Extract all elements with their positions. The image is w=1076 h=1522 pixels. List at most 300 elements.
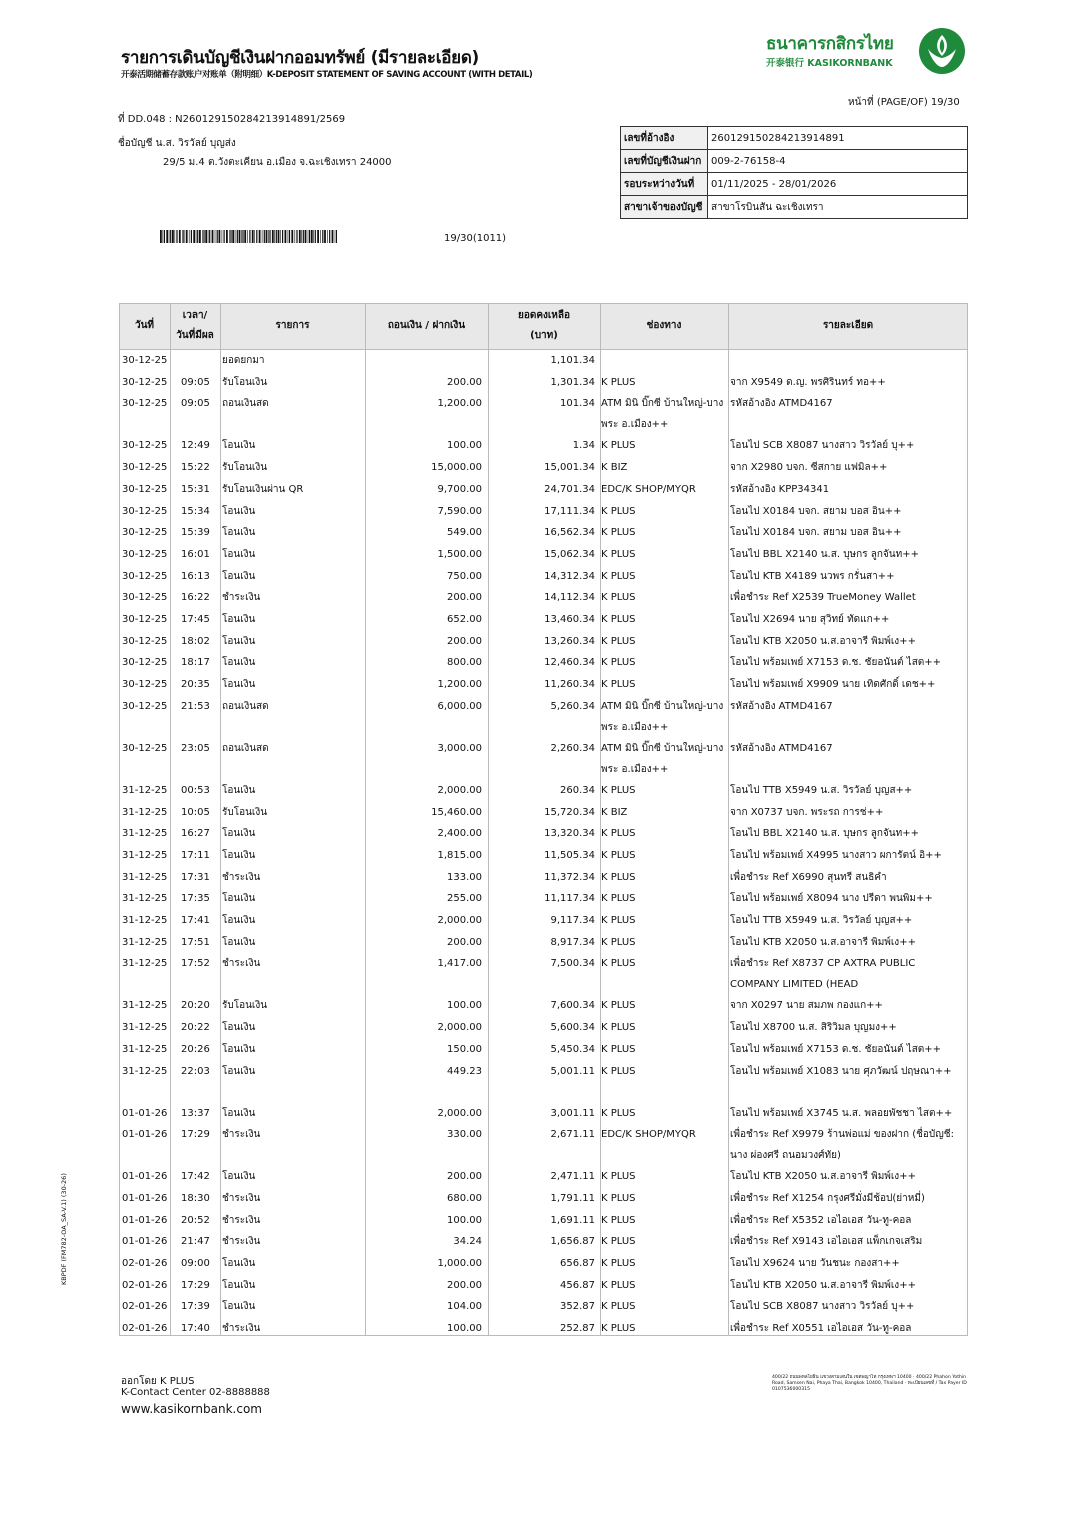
barcode-bar [212,230,214,243]
row-description: รับโอนเงิน [222,806,268,818]
table-row [119,888,968,909]
row-description: โอนเงิน [222,1171,256,1183]
table-row [119,1039,968,1060]
info-row-account-number [621,150,968,173]
barcode-bar [209,230,210,243]
row-time: 09:00 [181,1258,210,1269]
row-time: 09:05 [181,398,210,410]
table-row [119,1210,968,1231]
table-row [119,350,968,371]
row-detail: จาก X2980 บจก. ซีสกาย แฟมิล++ [730,462,888,474]
row-balance: 7,600.34 [550,1000,595,1012]
barcode-bar [217,230,218,243]
row-description: ชำระเงิน [222,592,261,604]
row-date: 30-12-25 [122,570,168,582]
row-balance: 352.87 [560,1301,595,1313]
row-time: 17:52 [181,958,210,970]
row-time: 20:26 [181,1043,210,1055]
row-channel: K PLUS [601,1000,636,1012]
row-time: 17:31 [181,871,210,883]
row-amount: 7,590.00 [437,505,482,517]
row-date: 31-12-25 [122,1043,168,1055]
table-row [119,435,968,456]
barcode-bar [249,230,250,243]
row-channel: K PLUS [601,1022,636,1034]
row-balance: 5,260.34 [550,700,595,712]
table-row [119,609,968,630]
row-amount: 2,000.00 [437,1022,482,1034]
info-label: เลขที่อ้างอิง [621,127,708,150]
barcode-bar [329,230,330,243]
table-row [119,674,968,695]
row-description: ชำระเงิน [222,1236,261,1248]
row-date: 31-12-25 [122,1000,168,1012]
row-balance: 5,001.11 [550,1065,595,1077]
row-detail: โอนไป BBL X2140 น.ส. บุษกร ลูกจันท++ [730,828,919,840]
row-time: 16:22 [181,592,210,604]
row-detail: รหัสอ้างอิง ATMD4167 [730,398,833,410]
row-date: 02-01-26 [122,1258,168,1269]
header-time: เวลา/ วันที่มีผล [176,310,214,341]
barcode-bar [189,230,190,243]
row-channel: K PLUS [601,1279,636,1291]
barcode-bar [242,230,243,243]
row-time: 17:11 [181,849,210,861]
row-detail: โอนไป พร้อมเพย์ X1083 นาย ศุภวัฒน์ ปฤษณา++ [730,1065,952,1077]
row-date: 30-12-25 [122,440,168,452]
barcode-bar [193,230,195,243]
row-amount: 2,000.00 [437,1107,482,1119]
row-description: โอนเงิน [222,828,256,840]
row-detail: เพื่อชำระ Ref X8737 CP AXTRA PUBLIC COMPANY LIMITED (HEAD [730,958,916,991]
row-balance: 13,260.34 [544,635,595,647]
table-row [119,1017,968,1038]
row-amount: 200.00 [447,1171,482,1183]
header-date: วันที่ [134,320,155,331]
row-channel: K PLUS [601,1065,636,1077]
barcode-bar [205,230,207,243]
row-channel: K PLUS [601,635,636,647]
row-detail: โอนไป พร้อมเพย์ X7153 ด.ช. ชัยอนันต์ ไสต++ [730,657,942,669]
row-amount: 200.00 [447,592,482,604]
row-balance: 15,001.34 [544,462,595,474]
row-date: 30-12-25 [122,679,168,691]
barcode-bar [160,230,162,243]
row-detail: โอนไป พร้อมเพย์ X3745 น.ส. พลอยพัชชา ไสต++ [730,1107,953,1119]
row-time: 13:37 [181,1107,210,1119]
info-row-branch [621,196,968,219]
row-detail: จาก X0737 บจก. พระรถ การช่++ [730,806,884,818]
row-date: 30-12-25 [122,355,168,366]
table-row [119,372,968,393]
row-detail: เพื่อชำระ Ref X0551 เอไอเอส วัน-ทู-คอล [730,1323,912,1335]
row-balance: 14,312.34 [544,570,595,582]
barcode-bar [315,230,316,243]
barcode-bar [176,230,177,243]
barcode-bar [274,230,275,243]
row-balance: 11,505.34 [544,849,595,861]
row-balance: 1,301.34 [550,376,595,388]
row-balance: 456.87 [560,1279,595,1291]
row-detail: เพื่อชำระ Ref X5352 เอไอเอส วัน-ทู-คอล [730,1214,912,1226]
account-info-table [620,126,968,219]
barcode-bar [320,230,321,243]
row-channel: K BIZ [601,462,628,474]
row-balance: 2,671.11 [550,1129,595,1141]
table-row [119,696,968,738]
row-detail: รหัสอ้างอิง ATMD4167 [730,700,833,712]
page-indicator: หน้าที่ (PAGE/OF) 19/30 [848,97,960,108]
row-balance: 16,562.34 [544,527,595,539]
row-time: 20:20 [181,1000,210,1012]
row-amount: 6,000.00 [437,700,482,712]
row-description: โอนเงิน [222,548,256,560]
row-detail: โอนไป X8700 น.ส. สิริวิมล บุญมง++ [730,1022,897,1034]
row-time: 18:17 [181,657,210,669]
row-description: รับโอนเงิน [222,1000,268,1012]
row-channel: K PLUS [601,440,636,452]
document-reference: ที่ DD.048 : N260129150284213914891/2569 [118,114,346,125]
row-description: โอนเงิน [222,1258,256,1269]
barcode-bar [309,230,310,243]
row-balance: 1,691.11 [550,1214,595,1226]
row-balance: 1.34 [572,440,595,452]
row-amount: 1,417.00 [437,958,482,970]
barcode-bar [295,230,296,243]
row-amount: 2,400.00 [437,828,482,840]
row-detail: เพื่อชำระ Ref X9979 ร้านพ่อแม่ ของฝาก (ชื่อบัญชี: นาง ผ่องศรี ถนอมวงศ์ทัย) [730,1129,954,1162]
barcode-bar [264,230,265,243]
row-balance: 2,260.34 [550,742,595,754]
barcode-bar [266,230,268,243]
row-time: 17:40 [181,1323,210,1335]
row-description: ชำระเงิน [222,1323,261,1335]
barcode-bar [197,230,198,243]
row-amount: 330.00 [447,1129,482,1141]
table-row [119,1103,968,1124]
row-time: 17:42 [181,1171,210,1183]
info-label: สาขาเจ้าของบัญชี [621,196,708,219]
row-date: 30-12-25 [122,376,168,388]
row-description: โอนเงิน [222,440,256,452]
row-time: 20:35 [181,679,210,691]
barcode-bar [226,230,228,243]
row-description: โอนเงิน [222,1107,256,1119]
table-row [119,780,968,801]
row-balance: 7,500.34 [550,958,595,970]
row-channel: ATM มินิ บิ๊กซี บ้านใหญ่-บางพระ อ.เมือง++ [601,398,724,431]
row-description: ชำระเงิน [222,958,261,970]
row-time: 17:45 [181,614,210,625]
row-date: 30-12-25 [122,635,168,647]
row-description: โอนเงิน [222,784,256,796]
header-amount: ถอนเงิน / ฝากเงิน [387,320,466,331]
row-amount: 2,000.00 [437,784,482,796]
row-description: โอนเงิน [222,1065,256,1077]
row-amount: 1,000.00 [437,1258,482,1269]
row-date: 01-01-26 [122,1129,168,1141]
row-detail: โอนไป TTB X5949 น.ส. วิรวัลย์ บุญส++ [730,915,913,926]
barcode-bar [235,230,236,243]
barcode-bar [241,230,242,243]
row-description: รับโอนเงินผ่าน QR [222,483,304,495]
account-name: ชื่อบัญชี น.ส. วิรวัลย์ บุญส่ง [118,138,236,149]
table-row [119,457,968,478]
row-detail: โอนไป พร้อมเพย์ X4995 นางสาว ผการัตน์ อิ++ [730,849,942,861]
row-detail: โอนไป KTB X2050 น.ส.อาจารี พิมพ์เง++ [730,1171,916,1183]
row-date: 30-12-25 [122,462,168,474]
row-description: โอนเงิน [222,893,256,905]
header-description: รายการ [275,320,310,331]
table-row [119,1318,968,1339]
barcode-bar [252,230,254,243]
row-amount: 15,000.00 [431,462,482,474]
barcode-bar [229,230,230,243]
row-date: 31-12-25 [122,784,168,796]
table-row [119,393,968,435]
row-description: โอนเงิน [222,657,256,669]
row-balance: 17,111.34 [544,505,595,517]
row-date: 30-12-25 [122,742,168,754]
row-description: โอนเงิน [222,1279,256,1291]
row-balance: 13,460.34 [544,614,595,625]
row-balance: 9,117.34 [550,915,595,926]
row-detail: โอนไป KTB X2050 น.ส.อาจารี พิมพ์เง++ [730,635,916,647]
issued-by: ออกโดย K PLUS [121,1376,195,1387]
row-amount: 750.00 [447,570,482,582]
row-detail: โอนไป X2694 นาย สุวิทย์ ทัดแก++ [730,614,890,625]
row-description: ชำระเงิน [222,1129,261,1141]
row-time: 16:01 [181,548,210,560]
row-balance: 2,471.11 [550,1171,595,1183]
row-time: 10:05 [181,806,210,818]
row-date: 31-12-25 [122,936,168,948]
table-row [119,587,968,608]
row-balance: 1,791.11 [550,1192,595,1204]
row-detail: โอนไป X0184 บจก. สยาม บอส อิน++ [730,505,902,517]
row-date: 30-12-25 [122,700,168,712]
row-channel: K PLUS [601,527,636,539]
table-row [119,522,968,543]
row-description: โอนเงิน [222,1301,256,1313]
row-time: 18:02 [181,635,210,647]
row-channel: K PLUS [601,1301,636,1313]
barcode-bar [170,230,171,243]
row-balance: 252.87 [560,1323,595,1335]
row-description: ชำระเงิน [222,1192,261,1204]
row-amount: 680.00 [447,1192,482,1204]
barcode-bar [301,230,302,243]
barcode-bar [317,230,319,243]
row-description: โอนเงิน [222,1043,256,1055]
row-channel: K PLUS [601,958,636,970]
row-amount: 200.00 [447,1279,482,1291]
row-detail: เพื่อชำระ Ref X6990 สุนทรี สนธิคำ [730,871,887,883]
row-description: ถอนเงินสด [222,742,269,754]
row-balance: 24,701.34 [544,483,595,495]
row-time: 15:31 [181,483,210,495]
row-time: 17:51 [181,936,210,948]
info-row-period [621,173,968,196]
row-amount: 9,700.00 [437,483,482,495]
row-channel: K PLUS [601,1323,636,1335]
row-channel: K PLUS [601,871,636,883]
row-balance: 656.87 [560,1258,595,1269]
row-time: 15:34 [181,505,210,517]
row-channel: K PLUS [601,1171,636,1183]
row-date: 01-01-26 [122,1214,168,1226]
row-channel: K PLUS [601,915,636,926]
table-row [119,823,968,844]
row-detail: โอนไป KTB X2050 น.ส.อาจารี พิมพ์เง++ [730,1279,916,1291]
row-balance: 1,101.34 [550,355,595,366]
info-value: สาขาโรบินสัน ฉะเชิงเทรา [708,196,968,219]
row-amount: 200.00 [447,635,482,647]
row-amount: 1,815.00 [437,849,482,861]
row-time: 17:35 [181,893,210,905]
row-detail: โอนไป BBL X2140 น.ส. บุษกร ลูกจันท++ [730,548,919,560]
row-time: 17:29 [181,1279,210,1291]
statement-title-en: 开泰活期储蓄存款账户对账单（附明细）K-DEPOSIT STATEMENT OF SAVING ACCOUNT (WITH DETAIL) [121,70,533,80]
barcode-bar [308,230,309,243]
row-channel: K BIZ [601,806,628,818]
row-detail: รหัสอ้างอิง KPP34341 [730,483,830,495]
row-detail: เพื่อชำระ Ref X2539 TrueMoney Wallet [730,592,916,604]
bank-name-th: ธนาคารกสิกรไทย [766,34,894,54]
row-description: โอนเงิน [222,527,256,539]
barcode-bar [336,230,337,243]
row-amount: 100.00 [447,1000,482,1012]
row-amount: 34.24 [453,1236,482,1248]
table-row [119,932,968,953]
row-date: 01-01-26 [122,1236,168,1248]
info-label: รอบระหว่างวันที่ [621,173,708,196]
row-channel: K PLUS [601,505,636,517]
barcode-bar [303,230,304,243]
row-date: 01-01-26 [122,1192,168,1204]
row-detail: รหัสอ้างอิง ATMD4167 [730,742,833,754]
barcode-bar [163,230,164,243]
row-balance: 13,320.34 [544,828,595,840]
row-amount: 800.00 [447,657,482,669]
row-date: 31-12-25 [122,893,168,905]
barcode-bar [222,230,223,243]
row-amount: 1,200.00 [437,398,482,410]
row-balance: 15,720.34 [544,806,595,818]
table-row [119,1188,968,1209]
row-channel: K PLUS [601,1258,636,1269]
table-row [119,479,968,500]
barcode-bar [219,230,221,243]
row-description: โอนเงิน [222,936,256,948]
info-row-reference [621,127,968,150]
row-description: โอนเงิน [222,1022,256,1034]
table-row [119,1166,968,1187]
barcode-bar [182,230,183,243]
row-channel: K PLUS [601,828,636,840]
info-value: 260129150284213914891 [708,127,968,150]
row-balance: 5,600.34 [550,1022,595,1034]
k-contact-center: K-Contact Center 02-8888888 [121,1387,270,1398]
row-description: รับโอนเงิน [222,462,268,474]
barcode-bar [203,230,204,243]
info-value: 009-2-76158-4 [708,150,968,173]
table-row [119,995,968,1016]
barcode-bar [327,230,328,243]
row-channel: K PLUS [601,1214,636,1226]
table-row [119,501,968,522]
row-description: รับโอนเงิน [222,376,268,388]
row-amount: 652.00 [447,614,482,625]
row-channel: K PLUS [601,1192,636,1204]
statement-title-th: รายการเดินบัญชีเงินฝากออมทรัพย์ (มีรายละเอียด) [121,48,480,68]
barcode-text: 19/30(1011) [444,233,507,244]
barcode-bar [196,230,197,243]
row-description: โอนเงิน [222,505,256,517]
row-channel: K PLUS [601,570,636,582]
row-time: 17:39 [181,1301,210,1313]
row-amount: 100.00 [447,1214,482,1226]
row-amount: 150.00 [447,1043,482,1055]
barcode-bar [305,230,307,243]
row-description: โอนเงิน [222,915,256,926]
row-date: 30-12-25 [122,657,168,669]
barcode-bar [199,230,201,243]
barcode-bar [268,230,269,243]
row-amount: 200.00 [447,376,482,388]
row-channel: ATM มินิ บิ๊กซี บ้านใหญ่-บางพระ อ.เมือง++ [601,742,724,775]
row-time: 16:27 [181,828,210,840]
row-balance: 5,450.34 [550,1043,595,1055]
row-description: โอนเงิน [222,635,256,647]
row-date: 30-12-25 [122,527,168,539]
row-time: 21:47 [181,1236,210,1248]
row-detail: เพื่อชำระ Ref X9143 เอไอเอส แพ็กเกจเสริม [730,1236,923,1248]
barcode-bar [313,230,314,243]
barcode-bar [237,230,238,243]
row-time: 20:52 [181,1214,210,1226]
barcode-bar [164,230,165,243]
table-row [119,1296,968,1317]
barcode-bar [175,230,176,243]
row-description: โอนเงิน [222,849,256,861]
row-detail: โอนไป พร้อมเพย์ X7153 ด.ช. ชัยอนันต์ ไสต++ [730,1043,942,1055]
barcode-bar [224,230,225,243]
row-amount: 200.00 [447,936,482,948]
header-channel: ช่องทาง [646,320,682,331]
barcode-bar [269,230,270,243]
barcode-bar [278,230,280,243]
row-time: 15:39 [181,527,210,539]
table-row [119,1124,968,1166]
row-date: 01-01-26 [122,1107,168,1119]
row-balance: 11,260.34 [544,679,595,691]
row-channel: K PLUS [601,548,636,560]
row-channel: K PLUS [601,1236,636,1248]
row-time: 17:29 [181,1129,210,1141]
barcode-bar [335,230,336,243]
row-date: 31-12-25 [122,871,168,883]
row-date: 30-12-25 [122,614,168,625]
barcode-bar [166,230,168,243]
barcode-bar [215,230,216,243]
table-row [119,544,968,565]
barcode-bar [285,230,287,243]
row-detail: จาก X9549 ด.ญ. พรศิรินทร์ ทอ++ [730,376,886,388]
row-balance: 8,917.34 [550,936,595,948]
barcode-bar [291,230,293,243]
row-date: 31-12-25 [122,958,168,970]
